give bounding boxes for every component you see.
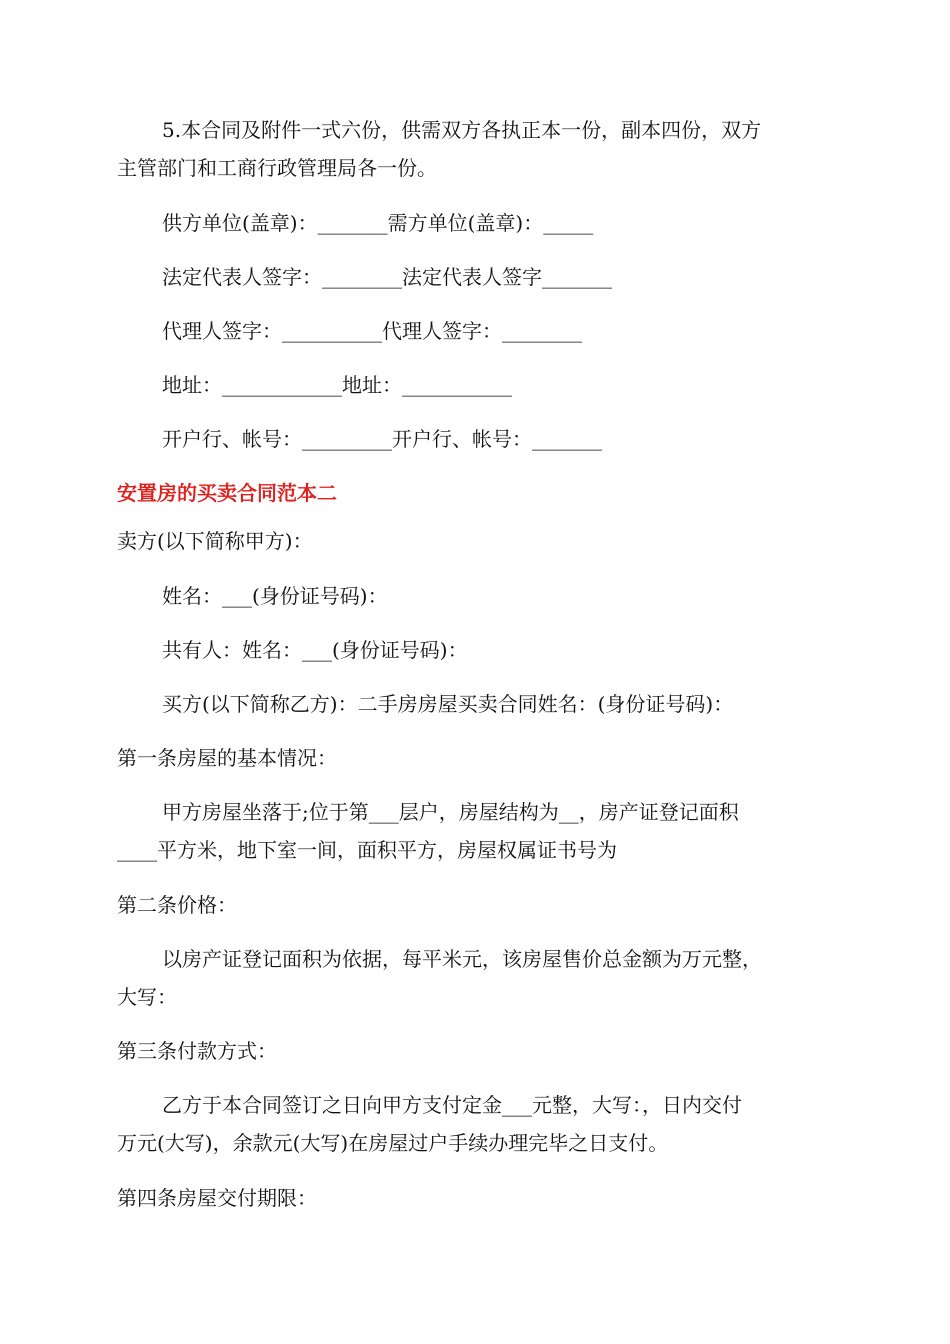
- article-1-line-2: ____平方米，地下室一间，面积平方，房屋权属证书号为: [117, 838, 617, 862]
- agent-signature-line: 代理人签字：__________代理人签字：________: [162, 319, 582, 343]
- bank-account-line: 开户行、帐号：_________开户行、帐号：_______: [162, 427, 602, 451]
- article-1-title: 第一条房屋的基本情况：: [117, 746, 337, 770]
- article-4-title: 第四条房屋交付期限：: [117, 1186, 317, 1210]
- legal-rep-signature-line: 法定代表人签字：________法定代表人签字_______: [162, 265, 612, 289]
- article-1-line-1: 甲方房屋坐落于;位于第___层户，房屋结构为__，房产证登记面积: [162, 800, 739, 824]
- co-owner-line: 共有人：姓名：___(身份证号码)：: [162, 638, 468, 662]
- article-2-line-2: 大写：: [117, 985, 177, 1009]
- article-3-title: 第三条付款方式：: [117, 1039, 277, 1063]
- article-2-title: 第二条价格：: [117, 893, 237, 917]
- seller-name-line: 姓名：___(身份证号码)：: [162, 584, 388, 608]
- seller-label: 卖方(以下简称甲方)：: [117, 529, 313, 553]
- article-2-line-1: 以房产证登记面积为依据，每平米元，该房屋售价总金额为万元整，: [162, 947, 762, 971]
- buyer-line: 买方(以下简称乙方)：二手房房屋买卖合同姓名：(身份证号码)：: [162, 692, 734, 716]
- address-line: 地址：____________地址：___________: [162, 373, 512, 397]
- section-heading: 安置房的买卖合同范本二: [117, 481, 337, 505]
- clause-5-line-1: 5.本合同及附件一式六份，供需双方各执正本一份，副本四份，双方: [162, 118, 762, 142]
- supplier-signature-line: 供方单位(盖章)：_______需方单位(盖章)：_____: [162, 211, 594, 235]
- clause-5-line-2: 主管部门和工商行政管理局各一份。: [117, 156, 437, 180]
- article-3-line-1: 乙方于本合同签订之日向甲方支付定金___元整，大写：，日内交付: [162, 1093, 742, 1117]
- article-3-line-2: 万元(大写)，余款元(大写)在房屋过户手续办理完毕之日支付。: [117, 1131, 669, 1155]
